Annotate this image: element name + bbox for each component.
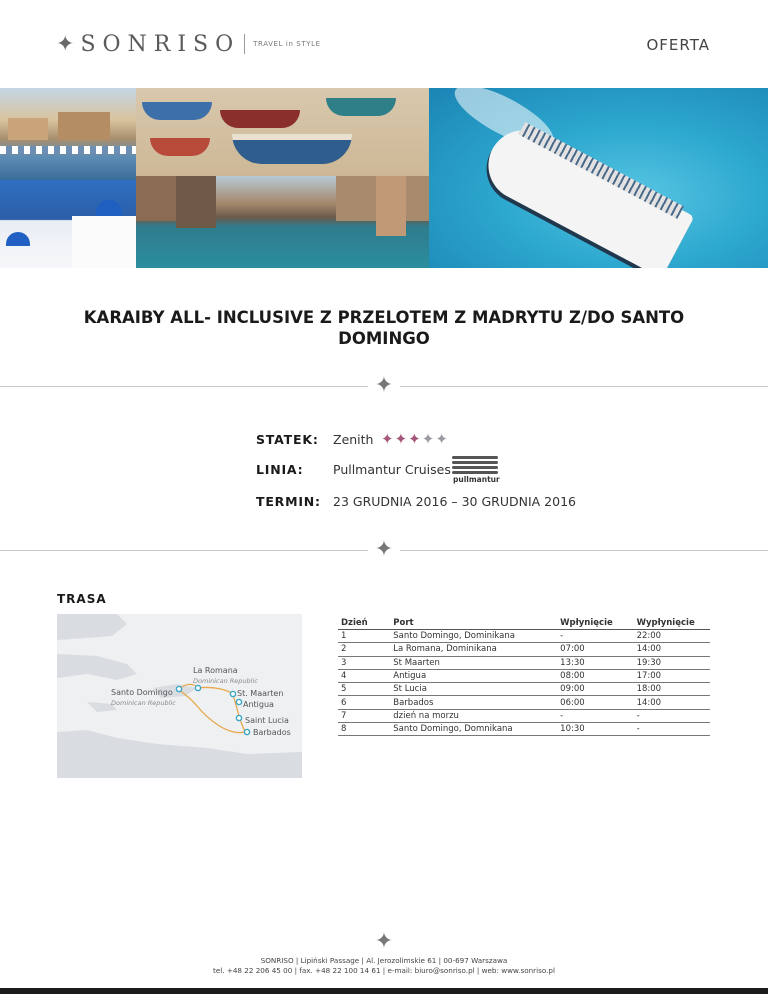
departure-cell: 19:30 <box>634 656 710 669</box>
departure-cell: - <box>634 723 710 736</box>
port-cell: Barbados <box>390 696 557 709</box>
pullmantur-logo: pullmantur <box>452 455 498 483</box>
column-header-port: Port <box>390 616 557 630</box>
brand-logo <box>56 30 321 58</box>
section-divider <box>0 537 768 562</box>
footer-contact-details: tel. +48 22 206 45 00 | fax. +48 22 100 14 61 | e-mail: biuro@sonriso.pl | web: www.sonriso.pl <box>213 966 555 975</box>
bottom-bar <box>0 988 768 994</box>
arrival-cell: 06:00 <box>557 696 633 709</box>
port-cell: Santo Domingo, Domnikana <box>390 723 557 736</box>
map-label-barbados: Barbados <box>253 728 291 737</box>
rating-star-icon: ✦ <box>408 430 422 448</box>
port-cell: Antigua <box>390 669 557 682</box>
port-cell: St Maarten <box>390 656 557 669</box>
compass-star-icon: ✦ <box>374 373 394 398</box>
brand-name: SONRISO <box>80 31 241 57</box>
departure-cell: - <box>634 709 710 722</box>
map-sub-la-romana: Dominican Republic <box>193 677 258 685</box>
departure-cell: 22:00 <box>634 630 710 643</box>
logo-separator <box>244 34 245 54</box>
arrival-cell: - <box>557 630 633 643</box>
rating-star-empty-icon: ✦ <box>421 430 436 448</box>
table-row <box>338 656 710 669</box>
arrival-cell: 08:00 <box>557 669 633 682</box>
day-cell: 2 <box>338 643 390 656</box>
port-cell: Santo Domingo, Dominikana <box>390 630 557 643</box>
arrival-cell: 10:30 <box>557 723 633 736</box>
departure-cell: 14:00 <box>634 696 710 709</box>
day-cell: 5 <box>338 683 390 696</box>
rating-star-empty-icon: ✦ <box>435 430 449 448</box>
arrival-cell: 09:00 <box>557 683 633 696</box>
term-value: 23 GRUDNIA 2016 – 30 GRUDNIA 2016 <box>333 494 576 509</box>
town-photo <box>0 88 136 180</box>
offer-title: KARAIBY ALL- INCLUSIVE Z PRZELOTEM Z MADRYTU Z/DO SANTO DOMINGO <box>83 308 685 348</box>
table-row <box>338 696 710 709</box>
day-cell: 7 <box>338 709 390 722</box>
day-cell: 1 <box>338 630 390 643</box>
arrival-cell: 13:30 <box>557 656 633 669</box>
day-cell: 3 <box>338 656 390 669</box>
day-cell: 6 <box>338 696 390 709</box>
table-row <box>338 709 710 722</box>
column-header-day: Dzień <box>338 616 390 630</box>
route-map <box>57 614 302 778</box>
rating-star-icon: ✦ <box>394 430 409 448</box>
map-label-antigua: Antigua <box>243 700 274 709</box>
ship-value: Zenith <box>333 432 374 447</box>
departure-cell: 18:00 <box>634 683 710 696</box>
table-header-row <box>338 616 710 630</box>
rating-star-icon: ✦ <box>381 430 395 448</box>
route-heading: TRASA <box>57 592 107 606</box>
column-header-arrival: Wpłynięcie <box>557 616 633 630</box>
line-value: Pullmantur Cruises <box>333 462 451 477</box>
compass-star-icon: ✦ <box>374 537 394 562</box>
map-sub-santo-domingo: Dominican Republic <box>111 699 176 707</box>
brand-tagline: TRAVEL in STYLE <box>253 40 321 48</box>
greece-photo <box>0 180 136 268</box>
term-label: TERMIN: <box>256 494 321 509</box>
port-cell: St Lucia <box>390 683 557 696</box>
port-cell: dzień na morzu <box>390 709 557 722</box>
document-type: OFERTA <box>646 36 710 54</box>
footer-divider <box>0 929 768 954</box>
arrival-cell: 07:00 <box>557 643 633 656</box>
compass-star-icon: ✦ <box>56 31 75 57</box>
table-row <box>338 669 710 682</box>
venice-photo <box>136 176 429 268</box>
table-row <box>338 723 710 736</box>
table-row <box>338 643 710 656</box>
boats-photo <box>136 88 429 176</box>
port-cell: La Romana, Dominikana <box>390 643 557 656</box>
footer-contact <box>0 956 768 976</box>
map-label-st-maarten: St. Maarten <box>237 689 284 698</box>
table-row <box>338 683 710 696</box>
map-label-la-romana: La Romana <box>193 666 238 675</box>
footer-address: SONRISO | Lipiński Passage | Al. Jerozolimskie 61 | 00-697 Warszawa <box>260 956 508 965</box>
ship-rating <box>381 430 449 448</box>
section-divider <box>0 373 768 398</box>
day-cell: 4 <box>338 669 390 682</box>
cruise-ship-photo <box>429 88 768 268</box>
arrival-cell: - <box>557 709 633 722</box>
map-label-saint-lucia: Saint Lucia <box>245 716 289 725</box>
day-cell: 8 <box>338 723 390 736</box>
column-header-departure: Wypłynięcie <box>634 616 710 630</box>
table-row <box>338 630 710 643</box>
departure-cell: 17:00 <box>634 669 710 682</box>
itinerary-table <box>338 616 710 736</box>
line-label: LINIA: <box>256 462 304 477</box>
departure-cell: 14:00 <box>634 643 710 656</box>
map-label-santo-domingo: Santo Domingo <box>111 688 173 697</box>
compass-star-icon: ✦ <box>374 929 394 954</box>
ship-label: STATEK: <box>256 432 319 447</box>
